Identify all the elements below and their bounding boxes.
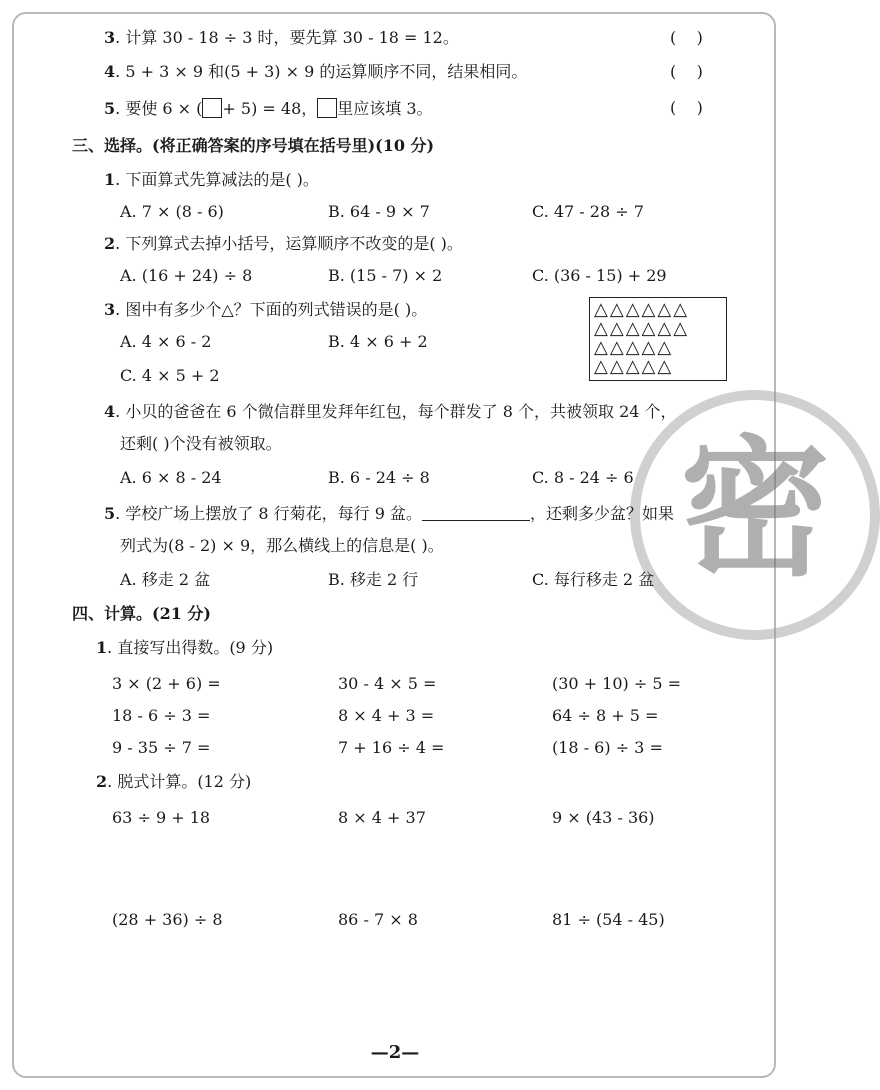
option-b: B. 6 - 24 ÷ 8 <box>328 468 430 487</box>
triangle-icon: △ <box>641 318 656 339</box>
triangle-icon: △ <box>594 356 608 377</box>
calc-item: 30 - 4 × 5 = <box>338 674 437 693</box>
calc-item: 86 - 7 × 8 <box>338 910 418 929</box>
fill-box[interactable] <box>317 98 337 118</box>
answer-paren[interactable]: ( ) <box>670 98 703 117</box>
option-c: C. 8 - 24 ÷ 6 <box>532 468 634 487</box>
calc-item: (18 - 6) ÷ 3 = <box>552 738 663 757</box>
answer-paren[interactable]: ( ) <box>670 28 703 47</box>
choice-q2: 2. 下列算式去掉小括号，运算顺序不改变的是( )。 <box>104 234 463 253</box>
option-b: B. 64 - 9 × 7 <box>328 202 430 221</box>
triangle-icon: △ <box>609 299 624 320</box>
calc-item: (28 + 36) ÷ 8 <box>112 910 223 929</box>
triangle-icon: △ <box>625 337 640 358</box>
answer-paren[interactable]: ( ) <box>670 62 703 81</box>
choice-q5-line2: 列式为(8 - 2) × 9，那么横线上的信息是( )。 <box>120 536 444 555</box>
option-c: C. 47 - 28 ÷ 7 <box>532 202 644 221</box>
triangle-icon: △ <box>641 299 656 320</box>
calc-item: 7 + 16 ÷ 4 = <box>338 738 445 757</box>
triangle-icon: △ <box>657 299 672 320</box>
option-b: B. (15 - 7) × 2 <box>328 266 443 285</box>
triangle-icon: △ <box>657 356 672 377</box>
option-c: C. 每行移走 2 盆 <box>532 570 655 589</box>
triangle-icon: △ <box>625 299 640 320</box>
choice-q1: 1. 下面算式先算减法的是( )。 <box>104 170 319 189</box>
option-a: A. 6 × 8 - 24 <box>120 468 222 487</box>
choice-q4-line2: 还剩( )个没有被领取。 <box>120 434 282 453</box>
option-c: C. 4 × 5 + 2 <box>120 366 220 385</box>
triangle-row <box>590 357 726 376</box>
triangle-row <box>590 300 726 319</box>
choice-q5: 5. 学校广场上摆放了 8 行菊花，每行 9 盆。 ，还剩多少盆？如果 <box>104 504 675 523</box>
calc-item: 3 × (2 + 6) = <box>112 674 221 693</box>
triangle-figure <box>589 297 727 381</box>
section-title: 四、计算。(21 分) <box>72 604 211 623</box>
triangle-icon: △ <box>673 318 688 339</box>
option-a: A. (16 + 24) ÷ 8 <box>120 266 253 285</box>
judge-q3: 3. 计算 30 - 18 ÷ 3 时，要先算 30 - 18 = 12。 <box>104 28 459 47</box>
triangle-icon: △ <box>609 356 624 377</box>
calc-item: 9 × (43 - 36) <box>552 808 655 827</box>
calc-item: 81 ÷ (54 - 45) <box>552 910 665 929</box>
calc-item: 63 ÷ 9 + 18 <box>112 808 211 827</box>
calc-item: 18 - 6 ÷ 3 = <box>112 706 211 725</box>
calc-item: 64 ÷ 8 + 5 = <box>552 706 659 725</box>
calc-item: 9 - 35 ÷ 7 = <box>112 738 211 757</box>
choice-q4: 4. 小贝的爸爸在 6 个微信群里发拜年红包，每个群发了 8 个，共被领取 24 个， <box>104 402 677 421</box>
fill-box[interactable] <box>202 98 222 118</box>
calc-part1-title: 1. 直接写出得数。(9 分) <box>96 638 274 657</box>
calc-item: (30 + 10) ÷ 5 = <box>552 674 682 693</box>
triangle-icon: △ <box>609 318 624 339</box>
option-a: A. 7 × (8 - 6) <box>120 202 224 221</box>
triangle-icon: △ <box>609 337 624 358</box>
triangle-icon: △ <box>594 299 608 320</box>
triangle-icon: △ <box>657 337 672 358</box>
option-a: A. 移走 2 盆 <box>120 570 211 589</box>
triangle-icon: △ <box>625 356 640 377</box>
judge-q4: 4. 5 + 3 × 9 和(5 + 3) × 9 的运算顺序不同，结果相同。 <box>104 62 528 81</box>
triangle-icon: △ <box>594 318 608 339</box>
triangle-row <box>590 338 726 357</box>
calc-item: 8 × 4 + 3 = <box>338 706 435 725</box>
option-b: B. 移走 2 行 <box>328 570 419 589</box>
triangle-icon: △ <box>594 337 608 358</box>
page-number: —2— <box>370 1042 420 1063</box>
answer-blank-line[interactable] <box>422 506 530 521</box>
triangle-icon: △ <box>673 299 688 320</box>
triangle-icon: △ <box>641 356 656 377</box>
option-c: C. (36 - 15) + 29 <box>532 266 667 285</box>
triangle-icon: △ <box>641 337 656 358</box>
triangle-row <box>590 319 726 338</box>
seal-character: 密 <box>680 423 831 597</box>
calc-item: 8 × 4 + 37 <box>338 808 426 827</box>
judge-q5: 5. 要使 6 × ( + 5) = 48， 里应该填 3。 <box>104 99 433 118</box>
option-a: A. 4 × 6 - 2 <box>120 332 212 351</box>
triangle-icon: △ <box>625 318 640 339</box>
option-b: B. 4 × 6 + 2 <box>328 332 428 351</box>
calc-part2-title: 2. 脱式计算。(12 分) <box>96 772 252 791</box>
triangle-icon: △ <box>657 318 672 339</box>
choice-q3: 3. 图中有多少个△？下面的列式错误的是( )。 <box>104 300 428 319</box>
section-title: 三、选择。(将正确答案的序号填在括号里)(10 分) <box>72 136 435 155</box>
